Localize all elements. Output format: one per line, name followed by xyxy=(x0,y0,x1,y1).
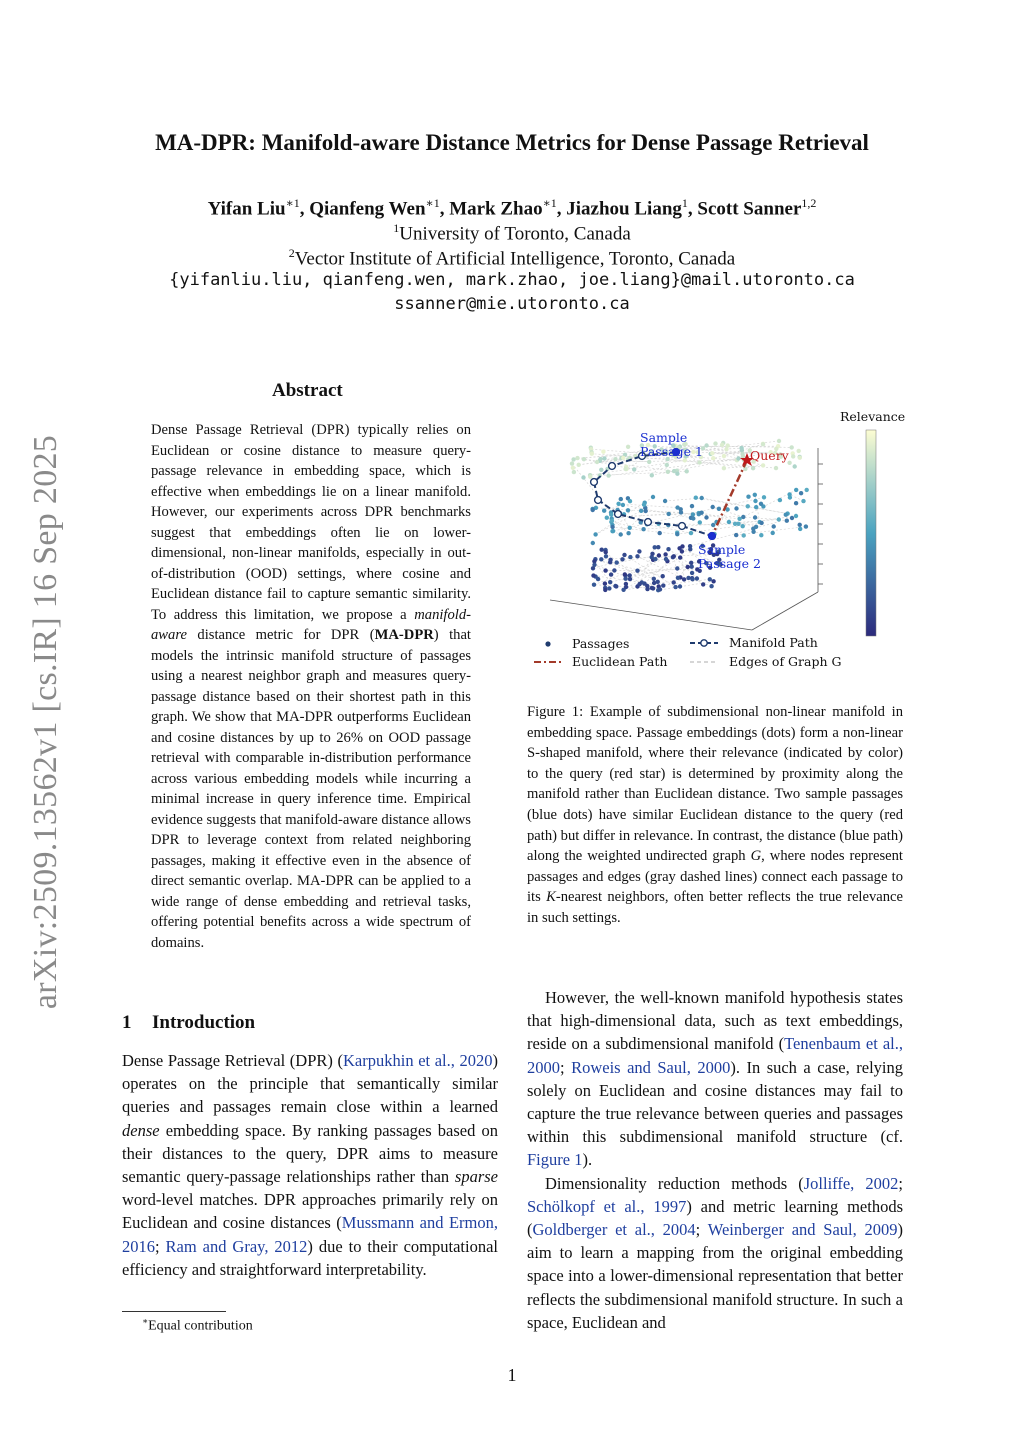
passage-point xyxy=(623,467,627,471)
citation-link[interactable]: Ram and Gray, 2012 xyxy=(165,1236,308,1256)
passage-point xyxy=(601,450,605,454)
passage-point xyxy=(759,521,763,525)
passage-point xyxy=(761,463,765,467)
paper-title: MA-DPR: Manifold-aware Distance Metrics for Dense Passage Retrieval xyxy=(155,130,869,155)
passage-point xyxy=(675,505,679,509)
passage-point xyxy=(626,508,630,512)
graph-edge xyxy=(696,498,788,514)
passage-point xyxy=(628,573,632,577)
passage-point xyxy=(753,499,757,503)
passage-point xyxy=(746,495,750,499)
passage-point xyxy=(581,475,585,479)
passage-point xyxy=(664,557,668,561)
passage-point xyxy=(704,515,708,519)
passage-point xyxy=(798,456,802,460)
passage-point xyxy=(661,583,665,587)
passage-point xyxy=(673,585,677,589)
passage-point xyxy=(610,519,614,523)
passage-point xyxy=(619,532,623,536)
passage-point xyxy=(761,442,765,446)
passage-point xyxy=(689,531,693,535)
passage-point xyxy=(672,554,676,558)
passage-point xyxy=(639,509,643,513)
passage-point xyxy=(762,495,766,499)
passage-point xyxy=(799,491,803,495)
passage-point xyxy=(722,454,726,458)
passage-point xyxy=(794,488,798,492)
passage-point xyxy=(798,527,802,531)
passage-point xyxy=(616,502,620,506)
passage-point xyxy=(690,565,694,569)
passage-point xyxy=(737,517,741,521)
passage-point xyxy=(644,509,648,513)
footnote-rule xyxy=(122,1311,226,1312)
passage-point xyxy=(709,584,713,588)
passage-point xyxy=(774,466,778,470)
passage-point xyxy=(632,467,636,471)
passage-point xyxy=(686,576,690,580)
passage-point xyxy=(582,457,586,461)
passage-point xyxy=(697,460,701,464)
passage-point xyxy=(621,456,625,460)
passage-point xyxy=(605,516,609,520)
passage-point xyxy=(713,441,717,445)
passage-point xyxy=(653,557,657,561)
graph-edge xyxy=(669,549,700,571)
passage-point xyxy=(620,557,624,561)
sample-passage-2-label: Passage 2 xyxy=(698,556,761,571)
passage-point xyxy=(611,529,615,533)
footnote: ∗Equal contribution xyxy=(142,1316,253,1334)
passage-point xyxy=(666,470,670,474)
passage-point xyxy=(777,439,781,443)
affiliation-2: $^2$Vector Institute of Artificial Intelligence, Toronto, Canada xyxy=(288,246,736,270)
legend-euclidean-label: Euclidean Path xyxy=(572,654,668,669)
passage-point xyxy=(592,583,596,587)
passage-point xyxy=(690,504,694,508)
passage-point xyxy=(682,577,686,581)
passage-point xyxy=(607,586,611,590)
page-number: 1 xyxy=(507,1365,517,1385)
passage-point xyxy=(591,508,595,512)
colorbar-title: Relevance xyxy=(840,409,906,424)
legend-manifold-label: Manifold Path xyxy=(729,635,818,650)
passage-point xyxy=(622,553,626,557)
passage-point xyxy=(734,506,738,510)
passage-point xyxy=(641,527,645,531)
legend-manifold-node xyxy=(701,640,707,646)
author-name: Mark Zhao xyxy=(449,198,543,220)
passage-point xyxy=(793,464,797,468)
passage-point xyxy=(615,560,619,564)
passage-point xyxy=(588,475,592,479)
author-list: Yifan Liu$^{∗1}$, Qianfeng Wen$^{∗1}$, Mark Zhao$^{∗1}$, Jiazhou Liang$^1$, Scott Sanner$^{1,2}$ xyxy=(207,196,817,220)
passage-point xyxy=(663,499,667,503)
query-label: Query xyxy=(750,448,789,463)
passage-point xyxy=(700,496,704,500)
figure-1-manifold-plot xyxy=(522,404,912,684)
citation-link[interactable]: Weinberger and Saul, 2009 xyxy=(707,1220,898,1240)
graph-edge xyxy=(624,558,681,590)
passage-point xyxy=(688,547,692,551)
passage-point xyxy=(741,454,745,458)
passage-point xyxy=(663,552,667,556)
legend-edges-label: Edges of Graph G xyxy=(729,654,842,669)
passage-point xyxy=(727,520,731,524)
passage-point xyxy=(610,525,614,529)
passage-point xyxy=(751,530,755,534)
passage-point xyxy=(599,468,603,472)
passage-point xyxy=(604,554,608,558)
passage-point xyxy=(637,549,641,553)
passage-point xyxy=(790,516,794,520)
passage-point xyxy=(772,524,776,528)
passage-point xyxy=(711,505,715,509)
passage-point xyxy=(575,456,579,460)
passage-point xyxy=(628,499,632,503)
passage-point xyxy=(642,503,646,507)
passage-point xyxy=(651,495,655,499)
affiliation-1: $^1$University of Toronto, Canada xyxy=(393,221,631,245)
author-name: Scott Sanner xyxy=(697,198,802,220)
passage-point xyxy=(598,457,602,461)
passage-point xyxy=(596,577,600,581)
passage-point xyxy=(690,577,694,581)
passage-point xyxy=(675,532,679,536)
passage-point xyxy=(635,569,639,573)
passage-point xyxy=(571,457,575,461)
passage-point xyxy=(701,582,705,586)
passage-point xyxy=(740,448,744,452)
passage-point xyxy=(798,523,802,527)
passage-point xyxy=(572,470,576,474)
passage-point xyxy=(797,449,801,453)
passage-point xyxy=(754,505,758,509)
passage-point xyxy=(645,587,649,591)
passage-point xyxy=(667,512,671,516)
passage-point xyxy=(751,466,755,470)
passage-point xyxy=(759,533,763,537)
passage-point xyxy=(699,511,703,515)
passage-point xyxy=(690,571,694,575)
citation-link[interactable]: Goldberger et al., 2004 xyxy=(532,1220,696,1240)
passage-point xyxy=(613,457,617,461)
citation-link[interactable]: Jolliffe, 2002 xyxy=(803,1173,899,1193)
passage-point xyxy=(678,584,682,588)
passage-point xyxy=(595,460,599,464)
paragraph: However, the well-known manifold hypothesis states that high-dimensional data, such as text embeddings, reside on a subdimensional manifold (Tenenbaum et al., 2000; Roweis and Saul, 2000). In such a case, relying solely on Euclidean and cosine distances may fail to capture the true relevance between queries and passages within this subdimensional manifold structure (cf. Figure 1). xyxy=(527,988,903,1170)
passage-point xyxy=(592,563,596,567)
author-name: Qianfeng Wen xyxy=(309,198,426,220)
passage-point xyxy=(591,541,595,545)
passage-point xyxy=(652,581,656,585)
passage-point xyxy=(736,456,740,460)
passage-point xyxy=(637,582,641,586)
passage-point xyxy=(608,558,612,562)
passage-point xyxy=(599,557,603,561)
passage-point xyxy=(794,501,798,505)
passage-point xyxy=(626,531,630,535)
relevance-colorbar xyxy=(866,430,876,636)
passage-point xyxy=(785,519,789,523)
passage-point xyxy=(753,515,757,519)
passage-point xyxy=(603,588,607,592)
passage-point xyxy=(790,445,794,449)
passage-point xyxy=(778,498,782,502)
passage-point xyxy=(694,496,698,500)
passage-point xyxy=(593,532,597,536)
passage-point xyxy=(711,523,715,527)
passage-point xyxy=(603,581,607,585)
passage-point xyxy=(666,547,670,551)
passage-point xyxy=(788,495,792,499)
passage-point xyxy=(717,507,721,511)
passage-point xyxy=(686,565,690,569)
passage-point xyxy=(571,466,575,470)
manifold-node xyxy=(595,497,602,504)
passage-point xyxy=(680,544,684,548)
passage-point xyxy=(653,545,657,549)
passage-point xyxy=(570,461,574,465)
passage-point xyxy=(604,550,608,554)
passage-point xyxy=(612,568,616,572)
axis-ticks xyxy=(818,464,823,584)
passage-point xyxy=(722,466,726,470)
passage-point xyxy=(600,548,604,552)
passage-point xyxy=(805,488,809,492)
legend-passages-label: Passages xyxy=(572,636,630,651)
author-name: Yifan Liu xyxy=(207,198,286,220)
passage-point xyxy=(590,452,594,456)
passage-point xyxy=(652,577,656,581)
passage-point xyxy=(676,576,680,580)
passage-point xyxy=(710,451,714,455)
passage-point xyxy=(672,469,676,473)
passage-point xyxy=(657,553,661,557)
passage-point xyxy=(720,443,724,447)
passage-point xyxy=(708,577,712,581)
sample-passage-1-label: Passage 1 xyxy=(640,444,703,459)
passage-point xyxy=(695,576,699,580)
graph-edge xyxy=(658,581,713,590)
passage-point xyxy=(754,525,758,529)
passage-point xyxy=(804,524,808,528)
citation-link[interactable]: Mussmann and Ermon, 2016 xyxy=(122,1213,499,1256)
abstract-body: Dense Passage Retrieval (DPR) typically relies on Euclidean or cosine distance to measure query-passage relevance in embedding space, which is effective when embeddings lie on a linear manifold. However, our experiments across DPR benchmarks suggest that embeddings often lie on lower-dimensional, non-linear manifolds, especially in out-of-distribution (OOD) settings, where cosine and Euclidean distance fail to capture semantic similarity. To address this limitation, we propose a manifold-aware distance metric for DPR (MA-DPR) that models the intrinsic manifold structure of passages using a nearest neighbor graph and measures query-passage distance based on their shortest path in this graph. We show that MA-DPR outperforms Euclidean and cosine distances by up to 26% on OOD passage retrieval with comparable in-distribution performance across various embedding models while incurring a minimal increase in query inference time. Empirical evidence suggests that manifold-aware distance allows DPR to leverage context from related neighboring passages, making it effective even in the absence of direct semantic overlap. MA-DPR can be applied to a wide range of dense embedding and retrieval tasks, offering potential benefits across a wide spectrum of domains. xyxy=(151,422,471,951)
passage-point xyxy=(626,445,630,449)
legend-passages-marker xyxy=(545,641,550,646)
figure-1-caption: Figure 1: Example of subdimensional non-linear manifold in embedding space. Passage embeddings (dots) form a non-linear S-shaped manifold, where their relevance (indicated by color) to the query (red star) is determined by proximity along the manifold rather than Euclidean distance. Two sample passages (blue dots) have similar Euclidean distance to the query (red path) but differ in relevance. In contrast, the distance (blue path) along the weighted undirected graph G, where nodes represent passages and edges (gray dashed lines) connect each passage to its K-nearest neighbors, often better reflects the true relevance in such settings. xyxy=(527,704,903,926)
passage-point xyxy=(661,574,665,578)
citation-link[interactable]: Schölkopf et al., 1997 xyxy=(527,1196,687,1216)
passage-point xyxy=(691,512,695,516)
passage-point xyxy=(577,463,581,467)
citation-link[interactable]: Tenenbaum et al., 2000 xyxy=(527,1034,903,1077)
passage-point xyxy=(665,463,669,467)
passage-point xyxy=(734,533,738,537)
manifold-node xyxy=(615,511,622,518)
passage-point xyxy=(635,554,639,558)
citation-link[interactable]: Roweis and Saul, 2000 xyxy=(571,1057,731,1077)
passage-point xyxy=(614,584,618,588)
passage-point xyxy=(603,568,607,572)
manifold-node xyxy=(679,523,686,530)
passage-point xyxy=(801,499,805,503)
figure-legend xyxy=(534,635,841,669)
passage-point xyxy=(733,522,737,526)
passage-point xyxy=(794,514,798,518)
passage-point xyxy=(726,443,730,447)
passage-point xyxy=(704,443,708,447)
passage-point xyxy=(624,585,628,589)
passage-point xyxy=(689,561,693,565)
manifold-node xyxy=(591,479,598,486)
abstract-heading: Abstract xyxy=(272,380,343,401)
passage-point xyxy=(609,512,613,516)
passage-point xyxy=(791,454,795,458)
passage-point xyxy=(650,552,654,556)
passage-point xyxy=(698,520,702,524)
passage-point xyxy=(623,577,627,581)
manifold-node xyxy=(645,519,652,526)
passage-point xyxy=(711,579,715,583)
passage-point xyxy=(675,566,679,570)
passage-point xyxy=(609,572,613,576)
passage-point xyxy=(602,509,606,513)
passage-point xyxy=(628,555,632,559)
email-line-2: ssanner@mie.utoronto.ca xyxy=(394,294,630,314)
passage-point xyxy=(741,524,745,528)
passage-point xyxy=(647,460,651,464)
arxiv-side-stamp: arXiv:2509.13562v1 [cs.IR] 16 Sep 2025 xyxy=(27,434,64,1010)
passage-point xyxy=(608,580,612,584)
right-column-body xyxy=(527,986,903,1334)
figure-reference-link[interactable]: Figure 1 xyxy=(527,1150,583,1170)
passage-point xyxy=(621,503,625,507)
passage-point xyxy=(650,473,654,477)
passage-point xyxy=(759,502,763,506)
sample-passage-1-label: Sample xyxy=(640,430,688,445)
passage-point xyxy=(628,526,632,530)
passage-point xyxy=(602,456,606,460)
passage-point xyxy=(753,493,757,497)
passage-point xyxy=(742,533,746,537)
citation-link[interactable]: Karpukhin et al., 2020 xyxy=(343,1051,493,1070)
section-heading-introduction: 1 Introduction xyxy=(122,1012,256,1033)
passage-point xyxy=(691,516,695,520)
manifold-node xyxy=(609,463,616,470)
passage-point xyxy=(672,580,676,584)
email-line-1: {yifanliu.liu, qianfeng.wen, mark.zhao, joe.liang}@mail.utoronto.ca xyxy=(169,270,855,290)
passage-point xyxy=(619,497,623,501)
passage-point xyxy=(784,513,788,517)
sample-passage-2-label: Sample xyxy=(698,542,746,557)
passage-point xyxy=(658,587,662,591)
passage-point xyxy=(591,573,595,577)
sample-passage-2-dot xyxy=(708,532,716,540)
author-name: Jiazhou Liang xyxy=(566,198,682,220)
passage-point xyxy=(658,531,662,535)
paragraph: Dimensionality reduction methods (Jolliffe, 2002; Schölkopf et al., 1997) and metric learning methods (Goldberger et al., 2004; Weinberger and Saul, 2009) aim to learn a mapping from the original embedding space into a lower-dimensional representation that better reflects the subdimensional manifold structure. In such a space, Euclidean and xyxy=(527,1173,904,1332)
intro-paragraph: Dense Passage Retrieval (DPR) (Karpukhin et al., 2020) operates on the principle that semantically similar queries and passages remain close within a learned dense embedding space. By ranking passages based on their distances to the query, DPR aims to measure semantic query-passage relationships rather than sparse word-level matches. DPR approaches primarily rely on Euclidean and cosine distances (Mussmann and Ermon, 2016; Ram and Gray, 2012) due to their computational efficiency and straightforward interpretability. xyxy=(122,1051,499,1279)
passage-point xyxy=(711,456,715,460)
passage-point xyxy=(606,473,610,477)
passage-point xyxy=(746,504,750,508)
passage-point xyxy=(679,510,683,514)
passage-point xyxy=(685,469,689,473)
passage-point xyxy=(771,531,775,535)
passage-point xyxy=(650,586,654,590)
passage-point xyxy=(678,555,682,559)
passage-point xyxy=(777,517,781,521)
passage-point xyxy=(623,572,627,576)
